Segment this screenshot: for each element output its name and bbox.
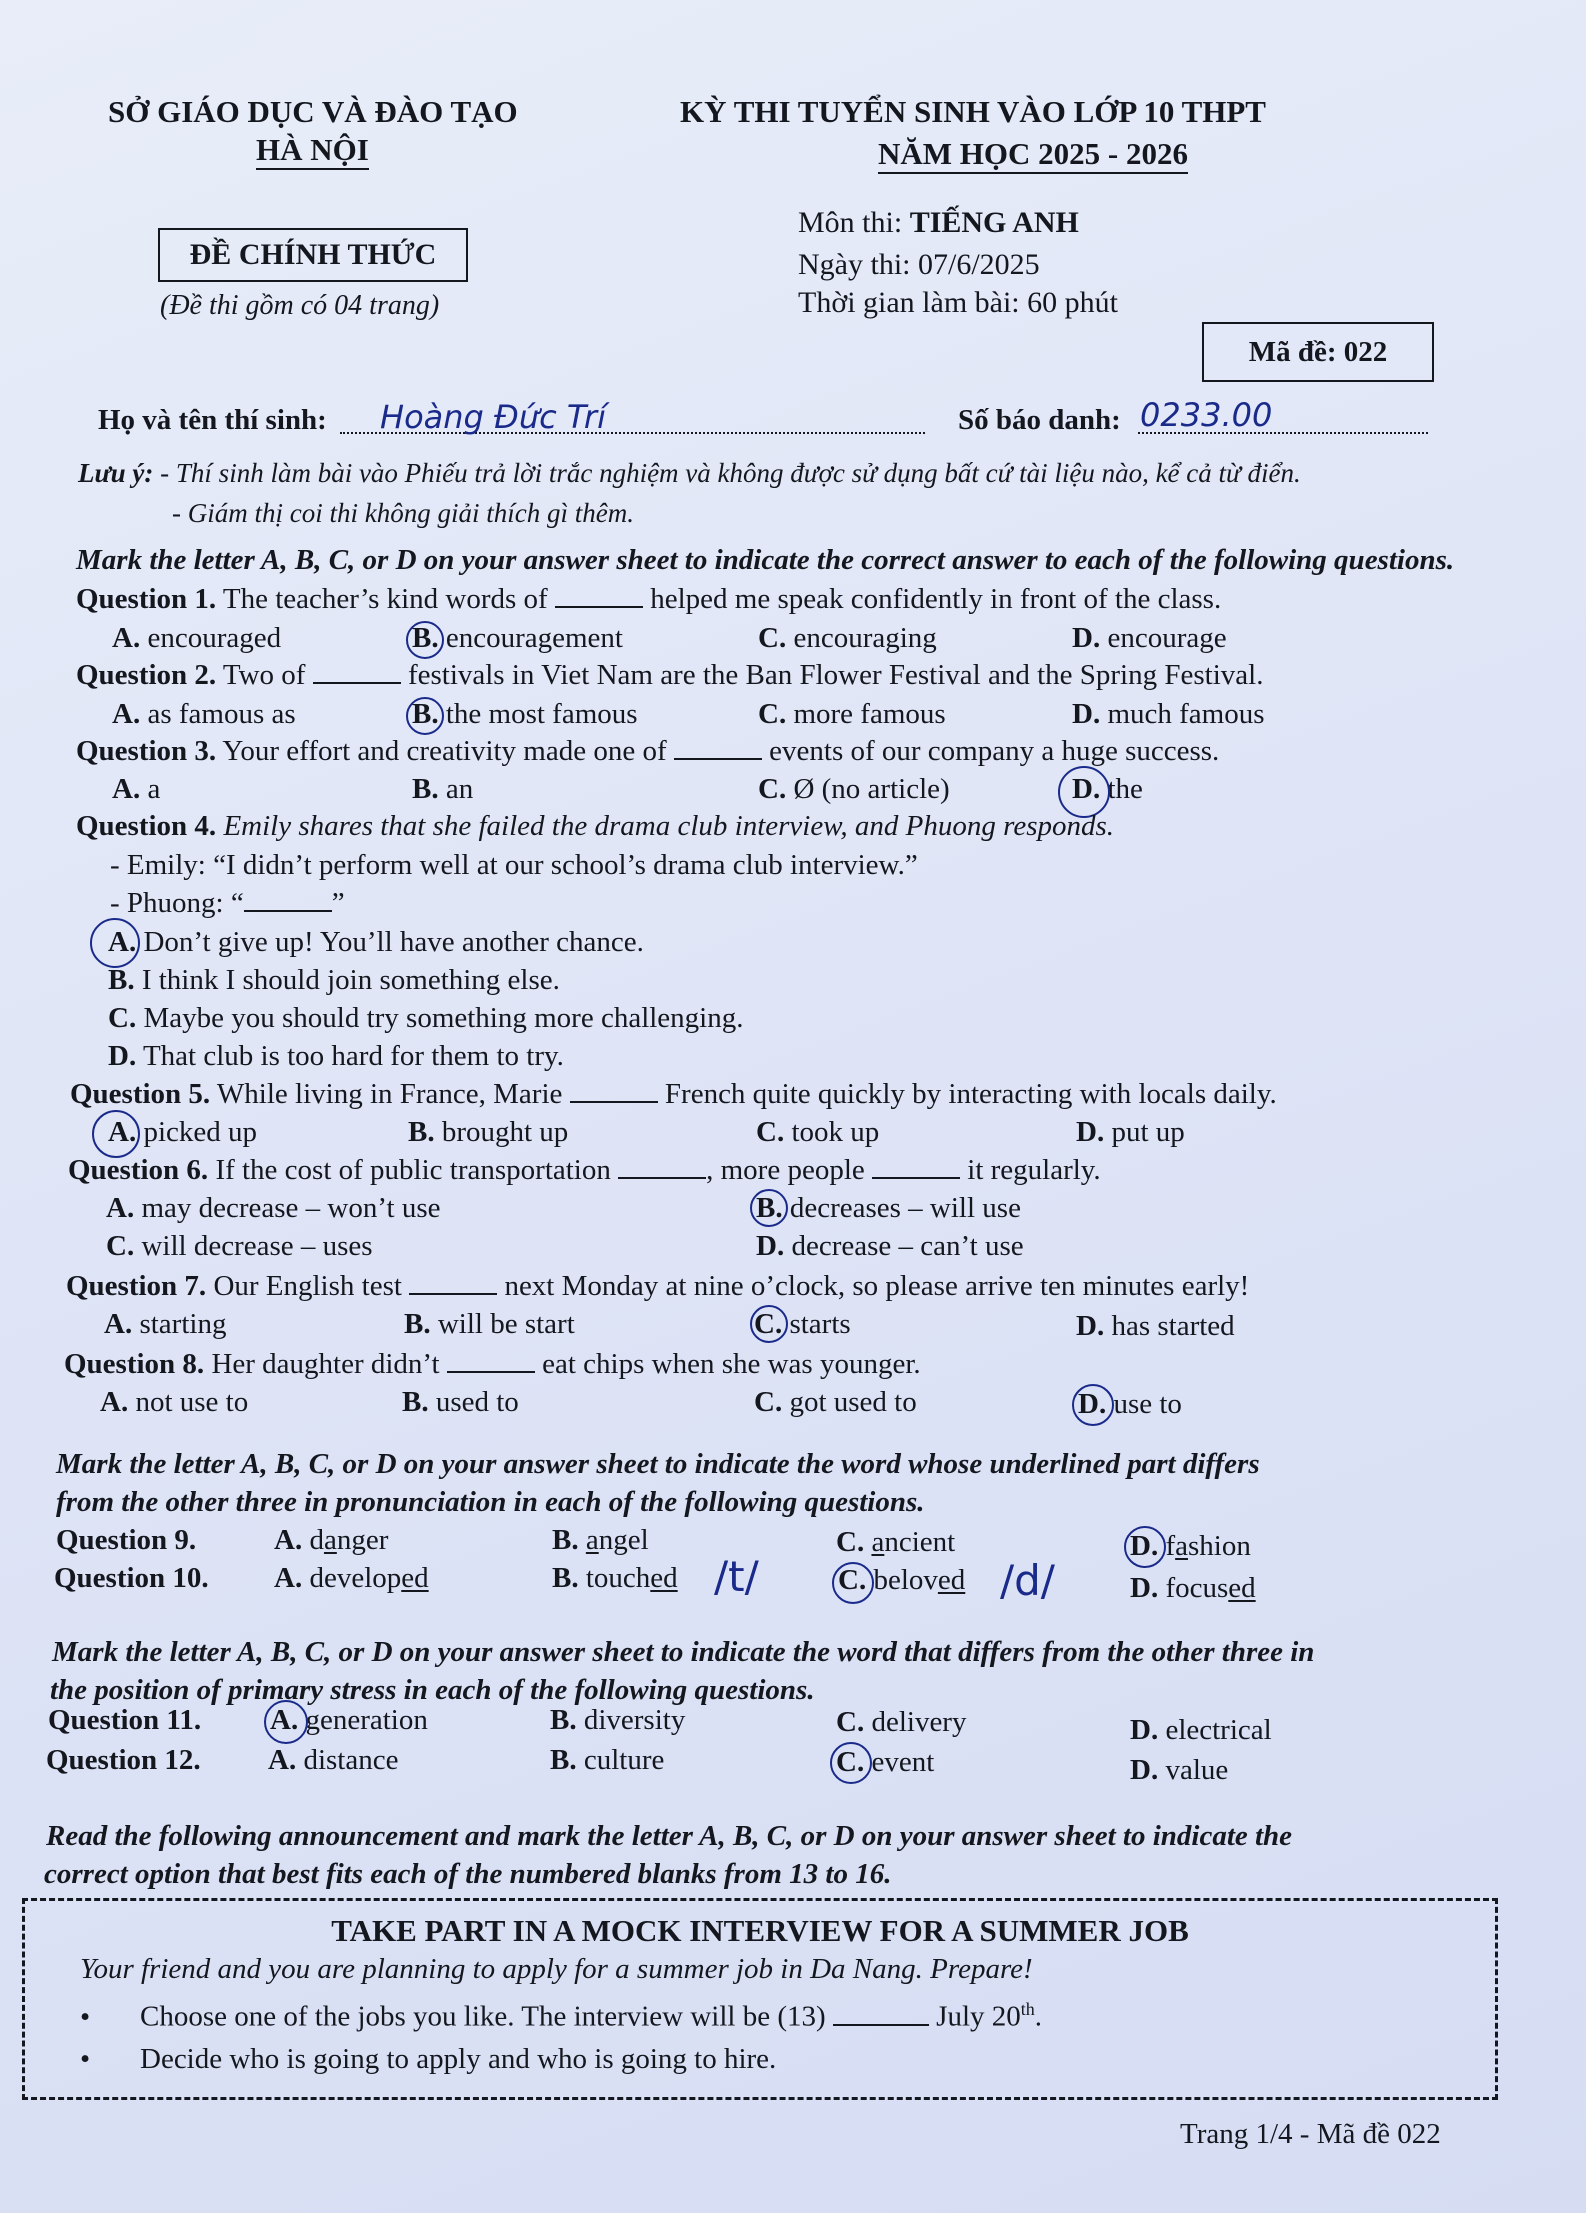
answer-circle-mark [750,1189,788,1227]
q12-option-c: C. event [836,1746,935,1778]
blank-13 [833,2002,929,2026]
q11-option-d: D. electrical [1130,1714,1272,1746]
handwritten-phoneme-t: /t/ [714,1552,759,1601]
question-8: Question 8. Her daughter didn’t eat chips when she was younger. [64,1348,921,1380]
blank [618,1155,706,1179]
q3-option-d: D. the [1072,773,1143,805]
candidate-name-handwritten: Hoàng Đức Trí [380,398,606,436]
section3-instruction-1: Mark the letter A, B, C, or D on your answer sheet to indicate the word that differs from the other three in [52,1636,1315,1668]
handwritten-phoneme-d: /d/ [1000,1556,1055,1605]
q1-option-d: D. encourage [1072,622,1227,654]
question-4: Question 4. Emily shares that she failed the drama club interview, and Phuong responds. [76,810,1115,842]
q10-option-d: D. focused [1130,1572,1256,1604]
answer-circle-mark [90,918,140,968]
subject-line: Môn thi: TIẾNG ANH [798,206,1079,239]
section2-instruction-2: from the other three in pronunciation in each of the following questions. [56,1486,925,1518]
q2-option-c: C. more famous [758,698,946,730]
q8-option-c: C. got used to [754,1386,917,1418]
q11-option-c: C. delivery [836,1706,967,1738]
q4-option-c: C. Maybe you should try something more challenging. [108,1002,744,1034]
blank [674,736,762,760]
q7-option-a: A. starting [104,1308,227,1340]
q4-dialogue-emily: - Emily: “I didn’t perform well at our school’s drama club interview.” [110,849,918,881]
question-2: Question 2. Two of festivals in Viet Nam are the Ban Flower Festival and the Spring Festival. [76,659,1264,691]
section4-instruction-1: Read the following announcement and mark the letter A, B, C, or D on your answer sheet to indicate the [46,1820,1293,1852]
question-10: Question 10. [54,1562,209,1594]
announcement-title: TAKE PART IN A MOCK INTERVIEW FOR A SUMMER JOB [331,1913,1189,1948]
q5-option-c: C. took up [756,1116,880,1148]
q7-option-d: D. has started [1076,1310,1235,1342]
q4-option-a: A. Don’t give up! You’ll have another chance. [108,926,644,958]
question-6: Question 6. If the cost of public transportation , more people it regularly. [68,1154,1101,1186]
q5-option-d: D. put up [1076,1116,1185,1148]
q3-option-a: A. a [112,773,161,805]
q10-option-b: B. touched [552,1562,678,1594]
candidate-name-label: Họ và tên thí sinh: [98,404,327,436]
candidate-id-label: Số báo danh: [958,404,1121,436]
exam-title: KỲ THI TUYỂN SINH VÀO LỚP 10 THPT [680,94,1266,129]
q4-dialogue-phuong: - Phuong: “ ” [110,887,345,919]
q4-option-b: B. I think I should join something else. [108,964,560,996]
page-footer: Trang 1/4 - Mã đề 022 [1180,2118,1441,2150]
exam-duration: Thời gian làm bài: 60 phút [798,286,1118,319]
q12-option-d: D. value [1130,1754,1229,1786]
q1-option-c: C. encouraging [758,622,937,654]
question-11: Question 11. [48,1704,202,1736]
q6-option-a: A. may decrease – won’t use [106,1192,441,1224]
q6-option-d: D. decrease – can’t use [756,1230,1024,1262]
department-city: HÀ NỘI [256,132,369,170]
notes-line-1: Lưu ý: - Thí sinh làm bài vào Phiếu trả lời trắc nghiệm và không được sử dụng bất cứ tài liệu nào, kể cả từ điển. [78,458,1301,488]
q2-option-b: B. the most famous [412,698,638,730]
answer-circle-mark [92,1110,140,1158]
question-3: Question 3. Your effort and creativity made one of events of our company a huge success. [76,735,1220,767]
blank [447,1349,535,1373]
q12-option-b: B. culture [550,1744,665,1776]
q11-option-b: B. diversity [550,1704,686,1736]
question-1: Question 1. The teacher’s kind words of helped me speak confidently in front of the class. [76,583,1222,615]
q1-option-b: B. encouragement [412,622,623,654]
q2-option-a: A. as famous as [112,698,296,730]
blank [244,888,332,912]
q6-option-b: B. decreases – will use [756,1192,1021,1224]
section2-instruction-1: Mark the letter A, B, C, or D on your answer sheet to indicate the word whose underlined part differs [56,1448,1260,1480]
q8-option-a: A. not use to [100,1386,249,1418]
q9-option-d: D. fashion [1130,1530,1251,1562]
q8-option-b: B. used to [402,1386,519,1418]
answer-circle-mark [406,621,444,659]
answer-circle-mark [1124,1526,1166,1568]
q12-option-a: A. distance [268,1744,399,1776]
section3-instruction-2: the position of primary stress in each of the following questions. [50,1674,815,1706]
department-name: SỞ GIÁO DỤC VÀ ĐÀO TẠO [108,94,518,129]
announcement-bullet-2: • Decide who is going to apply and who is going to hire. [80,2043,776,2076]
q9-option-b: B. angel [552,1524,649,1556]
q5-option-a: A. picked up [108,1116,258,1148]
notes-line-2: - Giám thị coi thi không giải thích gì thêm. [172,498,634,528]
q5-option-b: B. brought up [408,1116,569,1148]
section1-instruction: Mark the letter A, B, C, or D on your answer sheet to indicate the correct answer to each of the following questions. [76,544,1455,576]
question-9: Question 9. [56,1524,197,1556]
announcement-box [22,1898,1498,2100]
pages-note: (Đề thi gồm có 04 trang) [160,290,440,321]
candidate-id-handwritten: 0233.00 [1140,396,1273,434]
blank [555,584,643,608]
official-exam-label: ĐỀ CHÍNH THỨC [158,228,468,282]
q1-option-a: A. encouraged [112,622,282,654]
answer-circle-mark [1072,1384,1114,1426]
answer-circle-mark [406,697,444,735]
answer-circle-mark [264,1700,308,1744]
answer-circle-mark [832,1562,874,1604]
question-7: Question 7. Our English test next Monday at nine o’clock, so please arrive ten minutes early! [66,1270,1250,1302]
q7-option-c: C. starts [754,1308,851,1340]
question-12: Question 12. [46,1744,201,1776]
blank [409,1271,497,1295]
q8-option-d: D. use to [1078,1388,1182,1420]
q10-option-a: A. developed [274,1562,429,1594]
announcement-subtitle: Your friend and you are planning to apply for a summer job in Da Nang. Prepare! [80,1953,1033,1985]
q3-option-b: B. an [412,773,474,805]
q9-option-a: A. danger [274,1524,389,1556]
question-5: Question 5. While living in France, Marie French quite quickly by interacting with locals daily. [70,1078,1277,1110]
q10-option-c: C. beloved [838,1564,966,1596]
exam-date: Ngày thi: 07/6/2025 [798,248,1040,281]
school-year: NĂM HỌC 2025 - 2026 [878,136,1188,174]
q6-option-c: C. will decrease – uses [106,1230,373,1262]
q4-option-d: D. That club is too hard for them to try. [108,1040,564,1072]
announcement-bullet-1: • Choose one of the jobs you like. The interview will be (13) July 20th. [80,1999,1042,2034]
exam-code: Mã đề: 022 [1202,322,1434,382]
section4-instruction-2: correct option that best fits each of the numbered blanks from 13 to 16. [44,1858,892,1890]
q9-option-c: C. ancient [836,1526,956,1558]
q3-option-c: C. Ø (no article) [758,773,950,805]
q2-option-d: D. much famous [1072,698,1265,730]
blank [313,660,401,684]
answer-circle-mark [830,1742,872,1784]
blank [570,1079,658,1103]
answer-circle-mark [750,1305,788,1343]
blank [872,1155,960,1179]
q7-option-b: B. will be start [404,1308,575,1340]
q11-option-a: A. generation [270,1704,428,1736]
